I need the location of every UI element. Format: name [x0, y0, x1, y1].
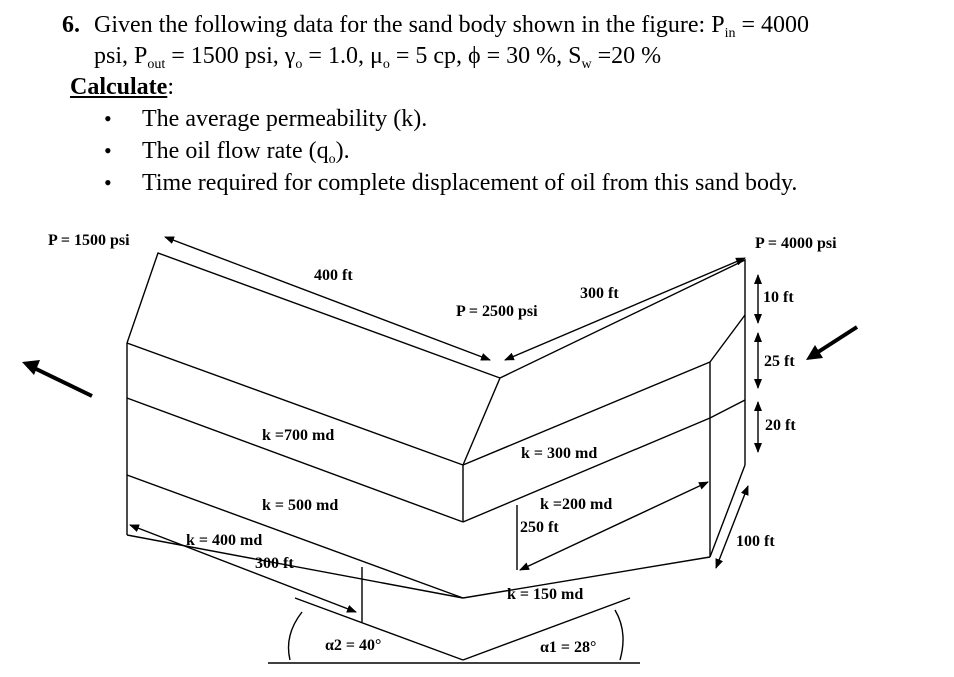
dim-arrow-400ft	[165, 237, 490, 360]
label-thickness-20: 20 ft	[765, 417, 796, 434]
question-line-1: Given the following data for the sand body shown in the figure: $P_{in} = 4000$	[94, 12, 809, 41]
label-k200: k =200 md	[540, 496, 613, 513]
label-k150: k = 150 md	[507, 586, 584, 603]
label-k400: k = 400 md	[186, 532, 263, 549]
dim-arrow-300ft-top	[505, 258, 745, 360]
label-alpha2: α2 = 40°	[325, 637, 382, 654]
question-number: 6.	[62, 12, 80, 38]
task-displacement-time: • Time required for complete displacement of oil from this sand body.	[104, 167, 797, 199]
calculate-heading: Calculate:	[70, 74, 174, 100]
sand-body-outline	[127, 253, 745, 663]
label-thickness-10: 10 ft	[763, 289, 794, 306]
label-k700: k =700 md	[262, 427, 335, 444]
label-p-mid: P = 2500 psi	[456, 303, 538, 320]
label-thickness-25: 25 ft	[764, 353, 795, 370]
label-width-100: 100 ft	[736, 533, 775, 550]
label-dim-250: 250 ft	[520, 519, 559, 536]
label-alpha1: α1 = 28°	[540, 639, 597, 656]
question-line-2: psi, $P_{out} = 1500$ psi, $\gamma_o = 1.0$, $\mu_o = 5$ cp, ϕ = 30 %, $S_w =20$ %	[94, 43, 662, 72]
label-p-out: P = 1500 psi	[48, 232, 130, 249]
label-k300: k = 300 md	[521, 445, 598, 462]
task-permeability: • The average permeability (k).	[104, 103, 797, 135]
label-len-300-top: 300 ft	[580, 285, 619, 302]
label-dim-300-bottom: 300 ft	[255, 555, 294, 572]
task-flow-rate: • The oil flow rate $(q_o)$.	[104, 135, 797, 167]
label-k500: k = 500 md	[262, 497, 339, 514]
label-p-in: P = 4000 psi	[755, 235, 837, 252]
flow-in-arrow	[815, 327, 857, 354]
label-len-400: 400 ft	[314, 267, 353, 284]
flow-out-arrow	[30, 366, 92, 396]
